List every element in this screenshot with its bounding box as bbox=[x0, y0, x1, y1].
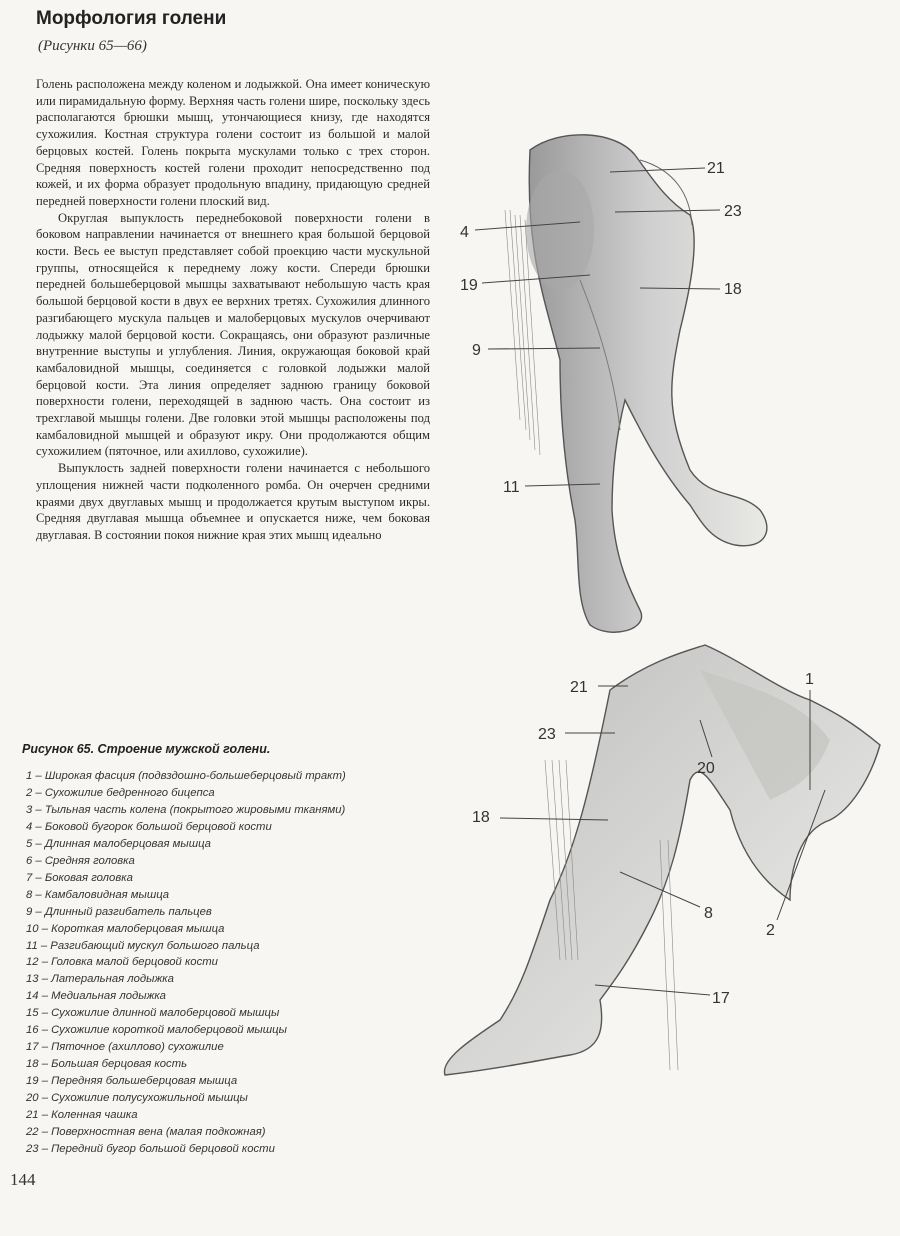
legend-item: 13 – Латеральная лодыжка bbox=[26, 973, 174, 986]
legend-item: 2 – Сухожилие бедренного бицепса bbox=[26, 786, 215, 799]
paragraph-2: Округлая выпуклость переднебоковой поверхности голени в боковом направлении начинается от внешнего края большой берцовой кости. Весь ее выступ представляет собой проекцию части мускульной группы, относящейся к переднему ложу кости. Спереди брюшки передней большеберцовой мышцы захватывают небольшую часть края большой берцовой кости в двух ее верхних третях. Сухожилия длинного разгибающего мускула пальцев и малоберцовых мускулов очерчивают лодыжку малой берцовой кости. Сокращаясь, они образуют различные внутренние выступы и углубления. Линия, окружающая боковой край камбаловидной мышцы, соединяется с головкой лодыжки малой берцовой кости. Эта линия определяет заднюю границу боковой поверхности голени, переходящей в заднюю часть. Она состоит из трехглавой мышцы голени. Две головки этой мышцы расположены под камбаловидной мышцей и образуют икру. Они продолжаются общим сухожилием (пяточное, или ахиллово, сухожилие). bbox=[36, 210, 430, 459]
side-label-17: 17 bbox=[712, 990, 730, 1007]
front-label-9: 9 bbox=[472, 342, 481, 359]
figure-legend bbox=[26, 768, 346, 1158]
front-label-4: 4 bbox=[460, 224, 469, 241]
side-label-2: 2 bbox=[766, 922, 775, 939]
legend-item: 3 – Тыльная часть колена (покрытого жировыми тканями) bbox=[26, 803, 346, 816]
paragraph-1: Голень расположена между коленом и лодыжкой. Она имеет коническую или пирамидальную форму. Верхняя часть голени шире, поскольку здесь располагаются брюшки мышц, утончающиеся книзу, где находятся сухожилия. Костная структура голени состоит из большой и малой берцовых костей. Голень покрыта мускулами только с трех сторон. Средняя поверхность костей голени проходит непосредственно под кожей, и их форма образует продольную впадину, придающую средней передней поверхности голени плоский вид. bbox=[36, 77, 430, 208]
legend-item: 16 – Сухожилие короткой малоберцовой мышцы bbox=[26, 1024, 287, 1037]
front-label-18: 18 bbox=[724, 281, 742, 298]
side-leg-shape bbox=[444, 645, 880, 1075]
side-label-1: 1 bbox=[805, 671, 814, 688]
legend-item: 6 – Средняя головка bbox=[26, 854, 135, 867]
legend-item: 8 – Камбаловидная мышца bbox=[26, 888, 170, 901]
legend-item: 11 – Разгибающий мускул большого пальца bbox=[26, 939, 260, 952]
side-label-20: 20 bbox=[697, 760, 715, 777]
front-label-23: 23 bbox=[724, 203, 742, 220]
legend-item: 1 – Широкая фасция (подвздошно-большеберцовый тракт) bbox=[26, 770, 346, 782]
legend-item: 23 – Передний бугор большой берцовой кости bbox=[26, 1142, 275, 1155]
legend-item: 10 – Короткая малоберцовая мышца bbox=[26, 922, 225, 935]
page-subtitle: (Рисунки 65—66) bbox=[38, 38, 147, 54]
page-number: 144 bbox=[10, 1170, 36, 1189]
legend-item: 5 – Длинная малоберцовая мышца bbox=[26, 837, 211, 850]
side-label-23: 23 bbox=[538, 726, 556, 743]
front-leg-drawing bbox=[460, 135, 767, 632]
legend-item: 17 – Пяточное (ахиллово) сухожилие bbox=[26, 1041, 224, 1054]
legend-item: 4 – Боковой бугорок большой берцовой кости bbox=[26, 820, 272, 833]
page-title: Морфология голени bbox=[36, 8, 227, 29]
legend-item: 18 – Большая берцовая кость bbox=[26, 1058, 188, 1071]
legend-item: 14 – Медиальная лодыжка bbox=[26, 990, 166, 1003]
front-label-21: 21 bbox=[707, 160, 725, 177]
legend-item: 12 – Головка малой берцовой кости bbox=[26, 956, 218, 969]
front-label-11: 11 bbox=[503, 479, 520, 496]
side-label-21: 21 bbox=[570, 679, 588, 696]
side-label-18: 18 bbox=[472, 809, 490, 826]
legend-item: 20 – Сухожилие полусухожильной мышцы bbox=[26, 1092, 248, 1105]
side-leg-drawing bbox=[444, 645, 880, 1075]
legend-item: 7 – Боковая головка bbox=[26, 871, 133, 884]
legend-item: 19 – Передняя большеберцовая мышца bbox=[26, 1075, 238, 1088]
figure-caption: Рисунок 65. Строение мужской голени. bbox=[22, 742, 271, 756]
side-label-8: 8 bbox=[704, 905, 713, 922]
front-label-19: 19 bbox=[460, 277, 478, 294]
legend-item: 22 – Поверхностная вена (малая подкожная) bbox=[26, 1126, 266, 1139]
legend-item: 21 – Коленная чашка bbox=[26, 1109, 138, 1122]
paragraph-3: Выпуклость задней поверхности голени начинается с небольшого уплощения нижней части подколенного ромба. Он очерчен средними краями двух двуглавых мышц и продолжается крутым выступом икры. Средняя двуглавая мышца объемнее и опускается ниже, чем боковая двуглавая. В состоянии покоя нижние края этих мышц идеально bbox=[36, 461, 430, 542]
legend-item: 15 – Сухожилие длинной малоберцовой мышцы bbox=[26, 1007, 280, 1020]
front-knee-shadow bbox=[526, 170, 594, 290]
legend-item: 9 – Длинный разгибатель пальцев bbox=[26, 905, 212, 918]
